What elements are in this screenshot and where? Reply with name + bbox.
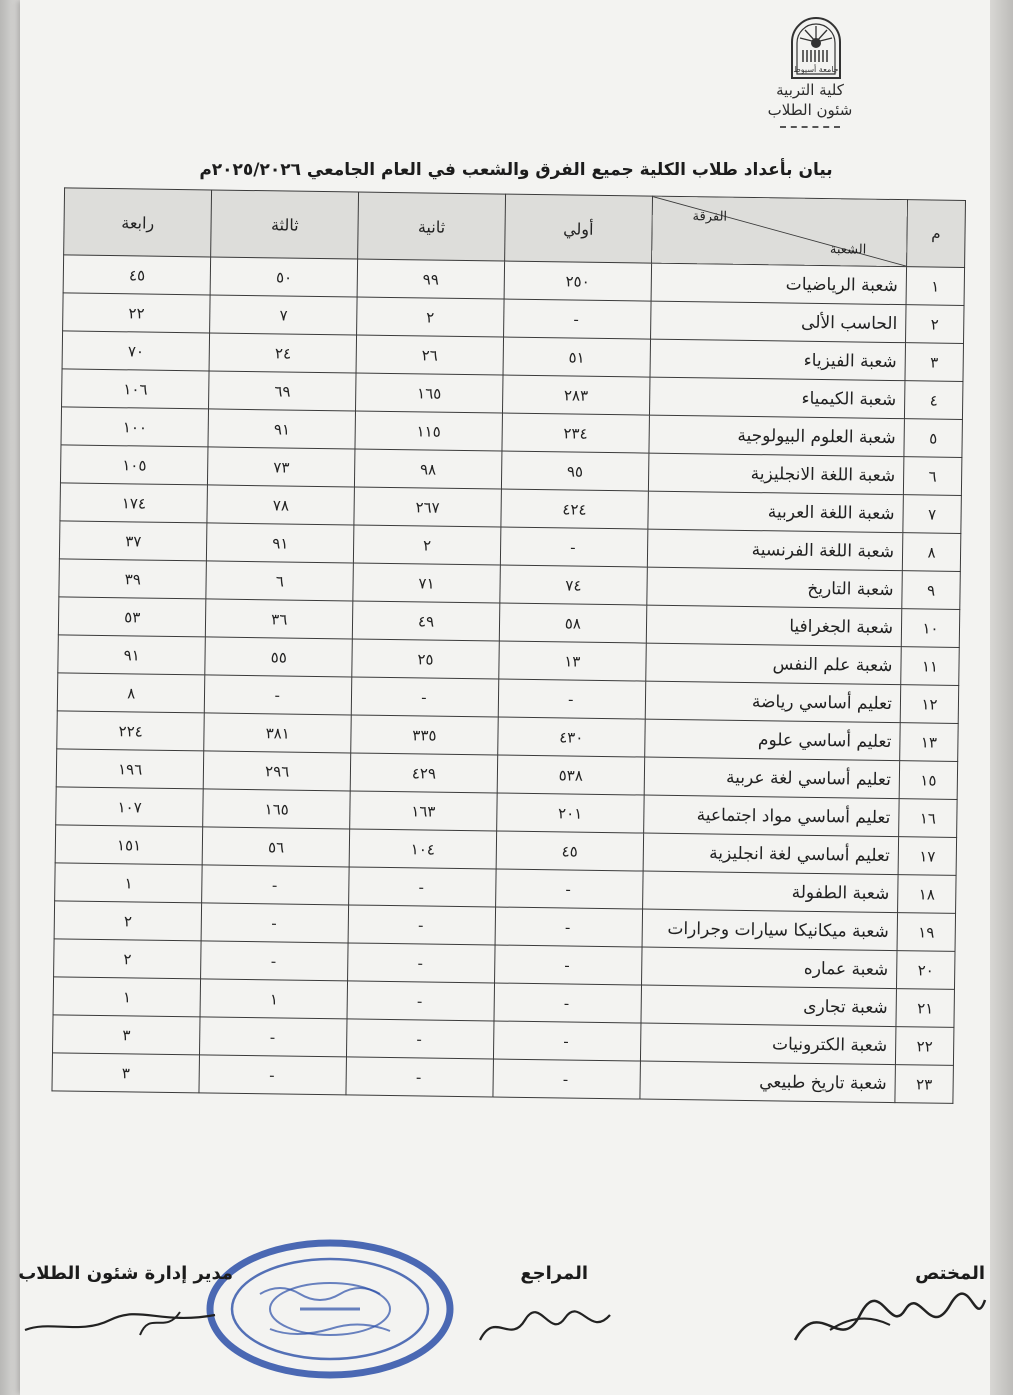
header-corner xyxy=(651,196,907,267)
row-division: تعليم أساسي لغة انجليزية xyxy=(643,833,899,875)
row-first-year: ٥١ xyxy=(503,337,651,377)
row-first-year: ٤٢٤ xyxy=(501,489,649,529)
specialist-label: المختص xyxy=(915,1263,985,1284)
row-first-year: ٢٨٣ xyxy=(502,375,650,415)
row-division: تعليم أساسي رياضة xyxy=(645,681,901,723)
row-second-year: ٩٨ xyxy=(355,449,502,489)
row-second-year: ١١٥ xyxy=(355,411,502,451)
row-third-year: - xyxy=(205,675,352,715)
row-second-year: ٧١ xyxy=(353,563,500,603)
header-year-label: الفرقة xyxy=(692,209,728,225)
department-name: شئون الطلاب xyxy=(767,101,853,119)
row-third-year: ٦٩ xyxy=(209,371,356,411)
row-second-year: - xyxy=(351,677,498,717)
header-third: ثالثة xyxy=(211,190,359,259)
row-first-year: - xyxy=(493,1021,641,1061)
row-number: ٨ xyxy=(902,533,961,572)
row-number: ٦ xyxy=(903,457,962,496)
row-number: ٢٣ xyxy=(895,1065,954,1104)
row-third-year: - xyxy=(202,865,349,905)
header-divider xyxy=(780,126,840,128)
row-second-year: ٤٩ xyxy=(352,601,499,641)
row-fourth-year: ٣ xyxy=(52,1053,200,1093)
row-third-year: ٣٨١ xyxy=(204,713,351,753)
row-division: شعبة الجغرافيا xyxy=(646,605,902,647)
row-fourth-year: ١ xyxy=(53,977,201,1017)
row-fourth-year: ٩١ xyxy=(58,635,206,675)
row-third-year: ٥٠ xyxy=(210,257,357,297)
row-third-year: ٧٨ xyxy=(207,485,354,525)
row-third-year: - xyxy=(199,1055,346,1095)
header-num: م xyxy=(907,200,966,268)
row-number: ٢ xyxy=(906,305,965,344)
row-third-year: ٢٩٦ xyxy=(204,751,351,791)
row-first-year: ٥٣٨ xyxy=(497,755,645,795)
row-number: ٢٠ xyxy=(896,951,955,990)
row-division: شعبة الفيزياء xyxy=(650,339,906,381)
row-first-year: - xyxy=(498,679,646,719)
row-second-year: ١٦٣ xyxy=(350,791,497,831)
row-third-year: ٦ xyxy=(206,561,353,601)
row-third-year: - xyxy=(200,1017,347,1057)
row-second-year: ١٦٥ xyxy=(356,373,503,413)
row-second-year: - xyxy=(349,867,496,907)
row-first-year: - xyxy=(494,983,642,1023)
row-number: ١٧ xyxy=(898,837,957,876)
row-fourth-year: ٨ xyxy=(57,673,205,713)
row-number: ٢١ xyxy=(896,989,955,1028)
manager-signature xyxy=(20,1290,220,1345)
row-fourth-year: ١٠٠ xyxy=(61,407,209,447)
row-division: تعليم أساسي مواد اجتماعية xyxy=(643,795,899,837)
row-number: ١١ xyxy=(901,647,960,686)
header-fourth: رابعة xyxy=(64,188,212,257)
row-division: شعبة اللغة العربية xyxy=(648,491,904,533)
specialist-signature xyxy=(790,1285,990,1355)
row-second-year: ٤٢٩ xyxy=(350,753,497,793)
table-body xyxy=(52,255,965,1103)
row-number: ١٢ xyxy=(900,685,959,724)
row-third-year: ٣٦ xyxy=(206,599,353,639)
row-second-year: ٢٦ xyxy=(356,335,503,375)
row-fourth-year: ٣٩ xyxy=(59,559,207,599)
row-second-year: - xyxy=(347,981,494,1021)
row-division: شعبة تجارى xyxy=(641,985,897,1027)
row-division: الحاسب الألى xyxy=(650,301,906,343)
row-division: شعبة الطفولة xyxy=(642,871,898,913)
row-number: ٧ xyxy=(903,495,962,534)
row-third-year: ١ xyxy=(200,979,347,1019)
row-second-year: ٢ xyxy=(353,525,500,565)
row-first-year: - xyxy=(503,299,651,339)
row-first-year: ٩٥ xyxy=(501,451,649,491)
header-division-label: الشعبة xyxy=(829,242,867,258)
row-third-year: ٧ xyxy=(210,295,357,335)
row-first-year: - xyxy=(500,527,648,567)
row-first-year: - xyxy=(495,869,643,909)
row-fourth-year: ٥٣ xyxy=(58,597,206,637)
row-first-year: ٢٥٠ xyxy=(504,261,652,301)
row-third-year: - xyxy=(201,941,348,981)
row-third-year: ٢٤ xyxy=(209,333,356,373)
row-first-year: ٥٨ xyxy=(499,603,647,643)
manager-label: مدير إدارة شئون الطلاب xyxy=(18,1263,233,1284)
row-second-year: ٢٥ xyxy=(352,639,499,679)
row-fourth-year: ٢٢٤ xyxy=(57,711,205,751)
row-fourth-year: ١٠٧ xyxy=(56,787,204,827)
row-number: ٣ xyxy=(905,343,964,382)
document-title: بيان بأعداد طلاب الكلية جميع الفرق والشعب في العام الجامعي ٢٠٢٥/٢٠٢٦م xyxy=(199,160,833,180)
row-second-year: ٣٣٥ xyxy=(351,715,498,755)
row-division: شعبة العلوم البيولوجية xyxy=(649,415,905,457)
svg-text:جامعة أسيوط: جامعة أسيوط xyxy=(793,65,839,74)
row-number: ١٨ xyxy=(898,875,957,914)
row-number: ١ xyxy=(906,267,965,306)
row-fourth-year: ٣ xyxy=(53,1015,201,1055)
row-number: ١٣ xyxy=(900,723,959,762)
row-second-year: - xyxy=(348,943,495,983)
row-third-year: ١٦٥ xyxy=(203,789,350,829)
header-diagonal-line xyxy=(652,197,907,267)
row-division: شعبة تاريخ طبيعي xyxy=(640,1061,896,1103)
row-fourth-year: ٤٥ xyxy=(63,255,211,295)
row-first-year: - xyxy=(494,945,642,985)
row-fourth-year: ١٠٥ xyxy=(60,445,208,485)
row-second-year: ٢ xyxy=(357,297,504,337)
row-third-year: ٩١ xyxy=(208,409,355,449)
row-first-year: ١٣ xyxy=(499,641,647,681)
row-number: ١٥ xyxy=(899,761,958,800)
row-first-year: ٢٣٤ xyxy=(502,413,650,453)
row-second-year: - xyxy=(348,905,495,945)
row-division: شعبة التاريخ xyxy=(647,567,903,609)
row-number: ١٩ xyxy=(897,913,956,952)
row-fourth-year: ١٥١ xyxy=(55,825,203,865)
row-division: تعليم أساسي علوم xyxy=(645,719,901,761)
header-first: أولي xyxy=(504,194,652,263)
paper-left-shadow xyxy=(0,0,20,1395)
row-second-year: ٢٦٧ xyxy=(354,487,501,527)
row-number: ٩ xyxy=(902,571,961,610)
paper-right-edge xyxy=(990,0,1013,1395)
university-logo-icon xyxy=(788,12,844,82)
row-third-year: ٩١ xyxy=(207,523,354,563)
row-division: شعبة عماره xyxy=(641,947,897,989)
row-division: شعبة الكترونيات xyxy=(640,1023,896,1065)
row-fourth-year: ٢٢ xyxy=(63,293,211,333)
table-header-row xyxy=(64,188,966,268)
faculty-name: كلية التربية xyxy=(776,81,844,99)
row-second-year: ٩٩ xyxy=(357,259,504,299)
row-fourth-year: ٧٠ xyxy=(62,331,210,371)
row-fourth-year: ١٧٤ xyxy=(60,483,208,523)
row-number: ٤ xyxy=(904,381,963,420)
row-fourth-year: ١ xyxy=(55,863,203,903)
row-number: ١٦ xyxy=(899,799,958,838)
row-division: شعبة اللغة الفرنسية xyxy=(647,529,903,571)
row-first-year: ٤٣٠ xyxy=(498,717,646,757)
row-fourth-year: ٣٧ xyxy=(59,521,207,561)
header-second: ثانية xyxy=(358,192,506,261)
reviewer-signature xyxy=(475,1300,615,1350)
row-division: شعبة الكيمياء xyxy=(649,377,905,419)
row-division: شعبة ميكانيكا سيارات وجرارات xyxy=(642,909,898,951)
row-fourth-year: ١٩٦ xyxy=(56,749,204,789)
row-number: ١٠ xyxy=(901,609,960,648)
faculty-header xyxy=(740,80,880,128)
row-second-year: ١٠٤ xyxy=(349,829,496,869)
signatures-section xyxy=(0,1255,1013,1395)
row-fourth-year: ٢ xyxy=(54,901,202,941)
row-first-year: - xyxy=(493,1059,641,1099)
row-fourth-year: ٢ xyxy=(54,939,202,979)
row-third-year: ٧٣ xyxy=(208,447,355,487)
row-number: ٥ xyxy=(904,419,963,458)
row-second-year: - xyxy=(346,1057,493,1097)
row-number: ٢٢ xyxy=(895,1027,954,1066)
row-third-year: ٥٦ xyxy=(203,827,350,867)
row-division: شعبة علم النفس xyxy=(646,643,902,685)
row-third-year: ٥٥ xyxy=(205,637,352,677)
students-count-table xyxy=(51,187,966,1104)
row-division: شعبة الرياضيات xyxy=(651,263,907,305)
row-division: تعليم أساسي لغة عربية xyxy=(644,757,900,799)
row-first-year: ٤٥ xyxy=(496,831,644,871)
row-second-year: - xyxy=(347,1019,494,1059)
row-third-year: - xyxy=(201,903,348,943)
row-first-year: ٧٤ xyxy=(500,565,648,605)
reviewer-label: المراجع xyxy=(520,1263,588,1284)
row-first-year: - xyxy=(495,907,643,947)
row-first-year: ٢٠١ xyxy=(496,793,644,833)
row-division: شعبة اللغة الانجليزية xyxy=(648,453,904,495)
row-fourth-year: ١٠٦ xyxy=(62,369,210,409)
